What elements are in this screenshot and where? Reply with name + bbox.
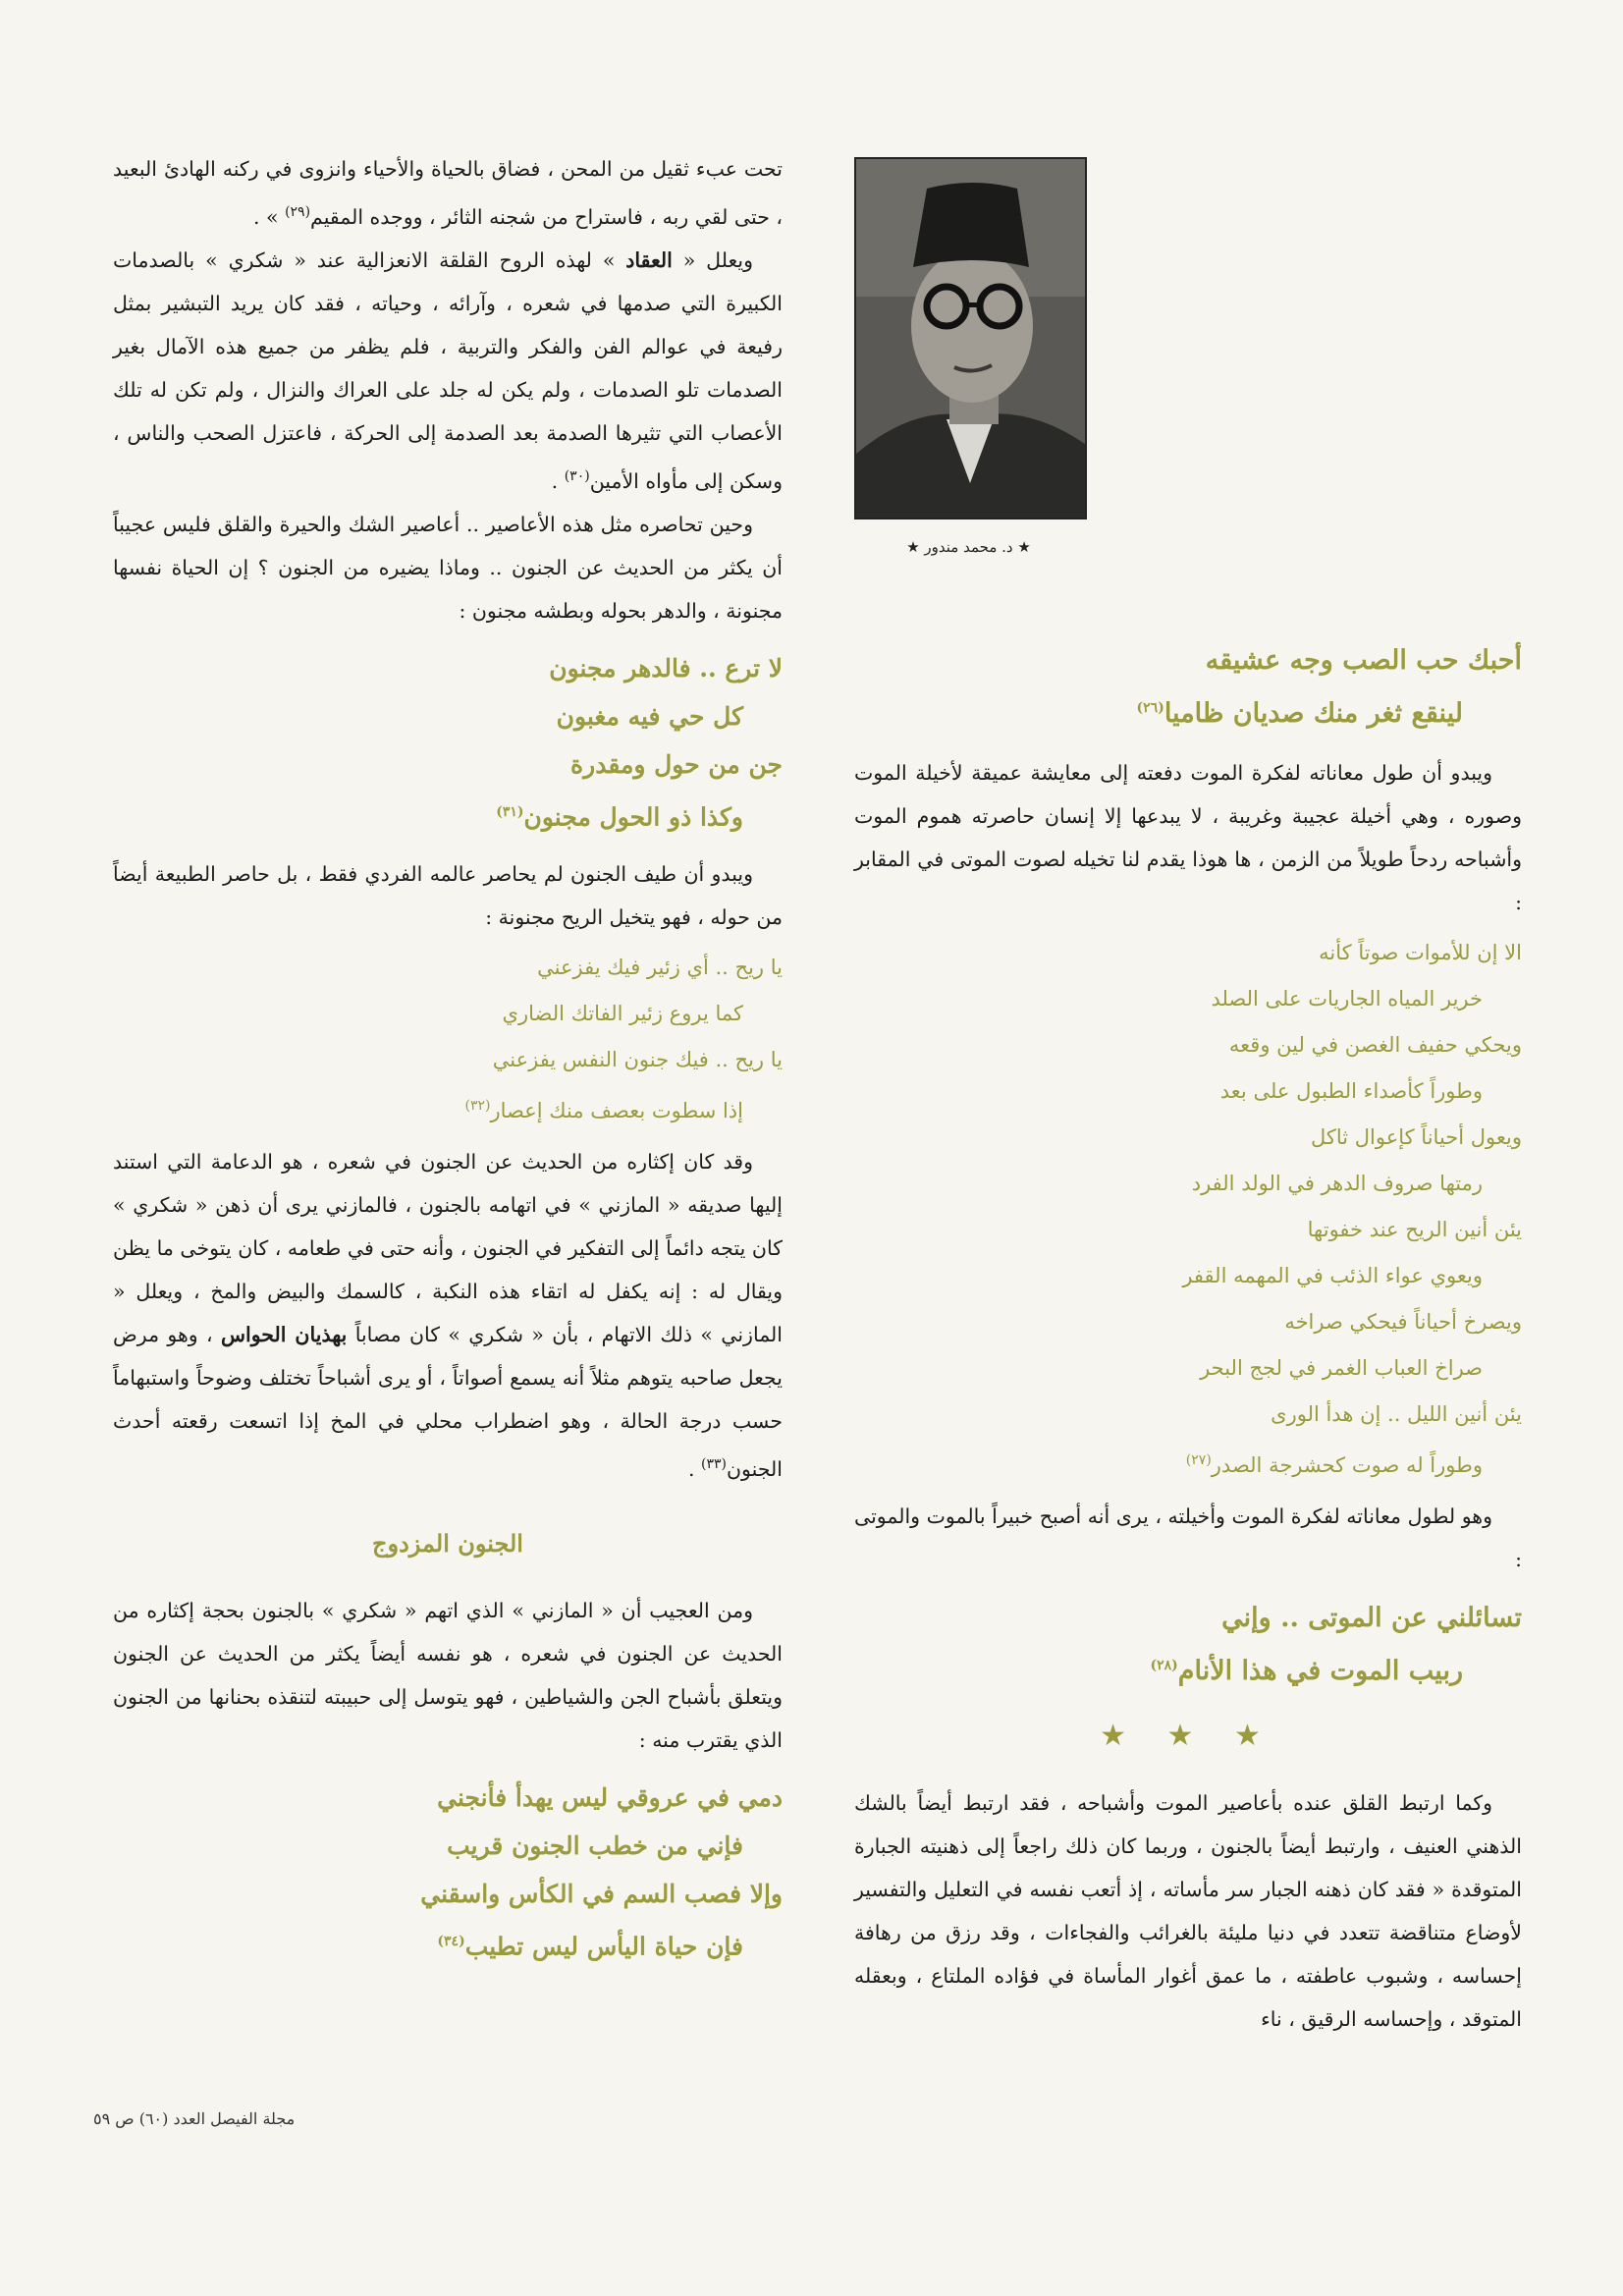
- paragraph-text: » .: [252, 204, 279, 229]
- paragraph-text: ويعلل «: [682, 247, 753, 272]
- verse-line: دمي في عروقي ليس يهدأ فأنجني: [437, 1782, 783, 1812]
- footnote-ref: (٣٢): [464, 1097, 491, 1114]
- verse-block: [113, 644, 783, 841]
- verse-line: فإني من خطب الجنون قريب: [447, 1831, 743, 1860]
- paragraph: وحين تحاصره مثل هذه الأعاصير .. أعاصير الشك والحيرة والقلق فليس عجيباً أن يكثر من الحديث عن الجنون .. وماذا يضيره من الجنون ؟ إن الحياة نفسها مجنونة ، والدهر بحوله وبطشه مجنون :: [113, 512, 783, 623]
- verse-line: [113, 789, 783, 841]
- author-photo: [854, 157, 1087, 519]
- footnote-ref: (٣١): [496, 803, 524, 820]
- verse-line: [113, 1918, 783, 1970]
- verse-line: ويحكي حفيف الغصن في لين وقعه: [1228, 1033, 1522, 1057]
- verse-block: [854, 1595, 1522, 1695]
- verse-block: [854, 637, 1522, 738]
- emphasized-name: العقاد: [625, 247, 673, 272]
- paragraph-text: ، وهو مرض يجعل صاحبه يتوهم مثلاً أنه يسمع أصواتاً ، أو يرى أشباحاً تختلف وضوحاً واستبهاماً حسب درجة الحالة ، وهو اضطراب محلي في المخ إذا اتسعت رقعته أحدث الجنون: [113, 1322, 783, 1481]
- photo-caption: ★ د. محمد مندور ★: [906, 538, 1031, 556]
- footnote-ref: (٢٦): [1136, 700, 1164, 716]
- paragraph: [113, 239, 783, 503]
- verse-line: يا ريح .. أي زئير فيك يفزعني: [537, 955, 783, 979]
- verse-line: ويصرخ أحياناً فيحكي صراخه: [1284, 1310, 1522, 1334]
- verse-block: [854, 930, 1522, 1489]
- footnote-ref: (٢٧): [1185, 1452, 1212, 1468]
- verse-text: لينقع ثغر منك صديان ظاميا: [1163, 698, 1463, 729]
- verse-line: الا إن للأموات صوتاً كأنه: [1319, 941, 1522, 964]
- verse-line: كل حي فيه مغبون: [556, 701, 743, 731]
- verse-line: وطوراً كأصداء الطبول على بعد: [1219, 1079, 1483, 1103]
- paragraph-text: وقد كان إكثاره من الحديث عن الجنون في شعره ، هو الدعامة التي استند إليها صديقه « المازني » في اتهامه بالجنون ، فالمازني يرى أن ذهن « شكري » كان يتجه دائماً إلى التفكير في الجنون ، وأنه حتى في طعامه ، كان يتوخى ما يظن ويقال له : إنه يكفل له اتقاء هذه النكبة ، كالسمك والبيض والمخ ، ويعلل « المازني » ذلك الاتهام ، بأن « شكري » كان مصاباً: [113, 1149, 783, 1346]
- verse-line: وإلا فصب السم في الكأس واسقني: [420, 1879, 783, 1908]
- verse-line: [854, 1642, 1522, 1695]
- paragraph-text: تحت عبء ثقيل من المحن ، فضاق بالحياة والأحياء وانزوى في ركنه الهادئ البعيد ، حتى لقي ربه ، فاستراح من شجنه الثائر ، ووجده المقيم: [113, 157, 783, 229]
- verse-line: ويعوي عواء الذئب في المهمه القفر: [1182, 1264, 1483, 1287]
- portrait-illustration: [856, 159, 1085, 518]
- verse-line: يئن أنين الريح عند خفوتها: [1307, 1218, 1522, 1241]
- verse-line: [854, 684, 1522, 738]
- footnote-ref: (٣٠): [564, 467, 590, 484]
- emphasized-term: بهذيان الحواس: [221, 1322, 348, 1346]
- paragraph: [113, 1140, 783, 1491]
- verse-block: [113, 945, 783, 1134]
- paragraph: ومن العجيب أن « المازني » الذي اتهم « شكري » بالجنون بحجة إكثاره من الحديث عن الجنون في شعره ، هو نفسه أيضاً يكثر من الحديث عن الجنون ويتعلق بأشباح الجن والشياطين ، فهو يتوسل إلى حبيبته لتنقذه بحنانها من الجنون الذي يقترب منه :: [113, 1598, 783, 1752]
- verse-line: تسائلني عن الموتى .. وإني: [1221, 1603, 1522, 1633]
- verse-text: وكذا ذو الحول مجنون: [523, 801, 743, 831]
- verse-line: جن من حول ومقدرة: [570, 749, 783, 779]
- verse-text: وطوراً له صوت كحشرجة الصدر: [1211, 1453, 1483, 1477]
- verse-line: صراخ العباب الغمر في لجج البحر: [1200, 1356, 1483, 1380]
- paragraph-text: » لهذه الروح القلقة الانعزالية عند « شكري » بالصدمات الكبيرة التي صدمها في شعره ، وآرائه ، وحياته ، فقد كان يريد التبشير بمثل رفيعة في عوالم الفن والفكر والتربية ، فلم يظفر من جميع هذه الآمال بغير الصدمات تلو الصدمات ، ولم يكن له جلد على العراك والنزال ، ولم تكن له تلك الأعصاب التي تثيرها الصدمة بعد الصدمة إلى الحركة ، فاعتزل الصحب والناس ، وسكن إلى مأواه الأمين: [113, 247, 783, 493]
- left-column: [113, 147, 783, 1982]
- verse-text: ربيب الموت في هذا الأنام: [1177, 1656, 1463, 1686]
- paragraph: ويبدو أن طول معاناته لفكرة الموت دفعته إلى معايشة عميقة لأخيلة الموت وصوره ، وهي أخيلة عجيبة وغريبة ، لا يبدعها إلا إنسان حاصرته هموم الموت وأشباحه ردحاً طويلاً من الزمن ، ها هوذا يقدم لنا تخيله لصوت الموتى في المقابر :: [854, 761, 1522, 914]
- verse-line: [113, 1083, 783, 1134]
- section-title: الجنون المزدوج: [372, 1528, 523, 1558]
- verse-line: [854, 1438, 1522, 1489]
- verse-block: [113, 1774, 783, 1970]
- verse-line: لا ترع .. فالدهر مجنون: [549, 653, 783, 683]
- verse-line: رمتها صروف الدهر في الولد الفرد: [1191, 1172, 1483, 1195]
- paragraph-text: .: [551, 468, 559, 493]
- verse-line: خرير المياه الجاريات على الصلد: [1211, 987, 1483, 1011]
- verse-line: كما يروع زئير الفاتك الضاري: [502, 1001, 743, 1025]
- section-separator: ★ ★ ★: [1100, 1719, 1276, 1753]
- verse-text: فإن حياة اليأس ليس تطيب: [464, 1932, 743, 1961]
- paragraph-text: .: [687, 1456, 695, 1481]
- footnote-ref: (٣٤): [437, 1933, 465, 1949]
- paragraph: وهو لطول معاناته لفكرة الموت وأخيلته ، يرى أنه أصبح خبيراً بالموت والموتى :: [854, 1504, 1522, 1571]
- footnote-ref: (٢٨): [1150, 1658, 1178, 1673]
- verse-line: يئن أنين الليل .. إن هدأ الورى: [1271, 1402, 1522, 1426]
- footnote-ref: (٣٣): [701, 1455, 727, 1472]
- paragraph: ويبدو أن طيف الجنون لم يحاصر عالمه الفردي فقط ، بل حاصر الطبيعة أيضاً من حوله ، فهو يتخيل الريح مجنونة :: [113, 861, 783, 929]
- verse-line: يا ريح .. فيك جنون النفس يفزعني: [492, 1047, 783, 1071]
- footnote-ref: (٢٩): [285, 204, 311, 220]
- verse-text: إذا سطوت بعصف منك إعصار: [490, 1098, 743, 1122]
- right-column: [854, 624, 1522, 2041]
- verse-line: أحبك حب الصب وجه عشيقه: [1205, 645, 1522, 676]
- page-footer: مجلة الفيصل العدد (٦٠) ص ٥٩: [93, 2109, 296, 2128]
- paragraph: وكما ارتبط القلق عنده بأعاصير الموت وأشباحه ، فقد ارتبط أيضاً بالشك الذهني العنيف ، وارتبط أيضاً بالجنون ، وربما كان ذلك راجعاً إلى ذهنيته الجبارة المتوقدة « فقد كان ذهنه الجبار سر مأساته ، إذ أتعب نفسه في التعليل والتفسير لأوضاع متناقضة تتعدد في دنيا مليئة بالغرائب والفجاءات ، وقد رزق من رهافة إحساسه ، وشبوب عاطفته ، ما عمق أغوار المأساة في فؤاده الملتاع ، وبعقله المتوقد ، وإحساسه الرقيق ، ناء: [854, 1791, 1522, 2031]
- paragraph: [113, 147, 783, 239]
- verse-line: ويعول أحياناً كإعوال ثاكل: [1310, 1125, 1522, 1149]
